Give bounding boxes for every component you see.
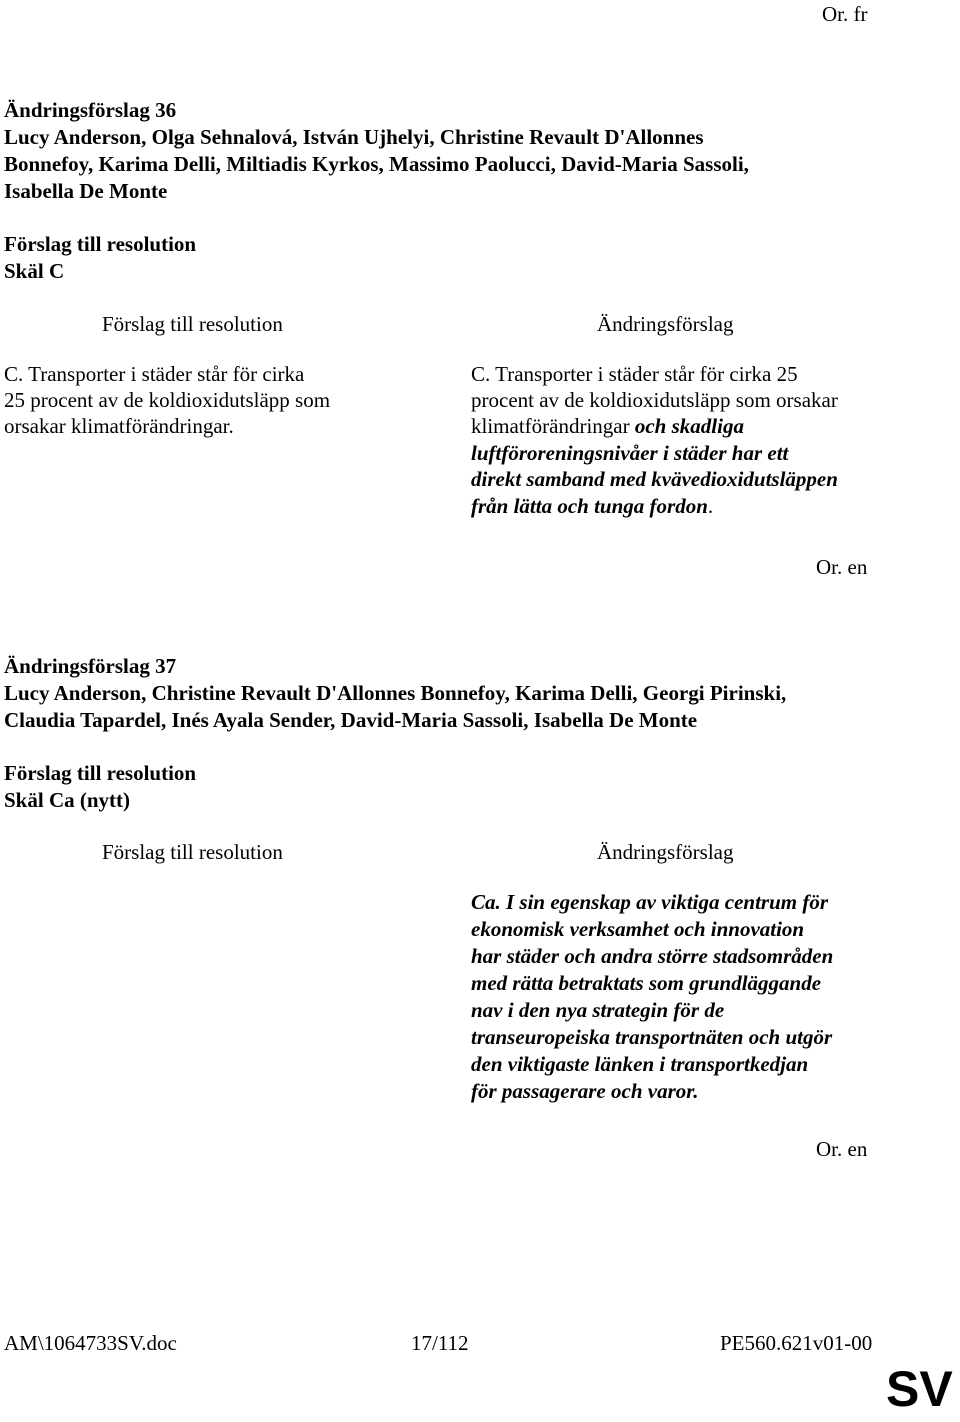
amendment-36-doc-type: Förslag till resolution: [4, 232, 197, 256]
amendment-36-right-text-line-6: [471, 493, 713, 520]
footer-document-reference: AM\1064733SV.doc: [4, 1331, 177, 1355]
amendment-36-authors-line-2: Bonnefoy, Karima Delli, Miltiadis Kyrkos, Massimo Paolucci, David-Maria Sassoli,: [4, 152, 749, 176]
amendment-37-authors-line-2: Claudia Tapardel, Inés Ayala Sender, David-Maria Sassoli, Isabella De Monte: [4, 708, 698, 732]
amendment-37-left-column-heading: Förslag till resolution: [102, 840, 283, 864]
amendment-37-right-text: Ca. I sin egenskap av viktiga centrum för ekonomisk verksamhet och innovation har städer och andra större stadsområden med rätta betraktats som grundläggande nav i den nya strategin för de transeuropeiska transportnäten och utgör den viktigaste länken i transportkedjan för passagerare och varor.: [471, 890, 834, 1103]
footer-language-code: SV: [886, 1361, 953, 1417]
original-language-fr: Or. fr: [822, 2, 868, 26]
amendment-36-original-language: Or. en: [816, 555, 868, 579]
amendment-36-right-text-line-4: luftföroreningsnivåer i städer har ett: [471, 441, 789, 465]
amendment-36-left-text-line-1: C. Transporter i städer står för cirka: [4, 362, 305, 386]
amendment-36-left-column-heading: Förslag till resolution: [102, 312, 283, 336]
amendment-36-right-text-line-1: C. Transporter i städer står för cirka 25: [471, 362, 798, 386]
footer-pe-reference: PE560.621v01-00: [720, 1331, 873, 1355]
amendment-37-recital: Skäl Ca (nytt): [4, 788, 131, 812]
footer-page-number: 17/112: [411, 1331, 469, 1355]
right-text-line-3-plain: klimatförändringar: [471, 414, 635, 438]
amendment-36-recital: Skäl C: [4, 259, 65, 283]
amendment-37-authors-line-1: Lucy Anderson, Christine Revault D'Allonnes Bonnefoy, Karima Delli, Georgi Pirinski,: [4, 681, 787, 705]
amendment-37-right-column-heading: Ändringsförslag: [597, 840, 734, 864]
amendment-36-right-text-line-3: [471, 413, 744, 440]
amendment-37-title: Ändringsförslag 37: [4, 654, 177, 678]
amendment-36-title: Ändringsförslag 36: [4, 98, 177, 122]
amendment-36-right-text-line-5: direkt samband med kvävedioxidutsläppen: [471, 467, 838, 491]
amendment-36-right-column-heading: Ändringsförslag: [597, 312, 734, 336]
amendment-36-authors-line-3: Isabella De Monte: [4, 179, 168, 203]
right-text-line-6-end: .: [707, 494, 714, 518]
right-text-line-3-amended: och skadliga: [634, 414, 744, 438]
amendment-37-doc-type: Förslag till resolution: [4, 761, 197, 785]
amendment-37-original-language: Or. en: [816, 1137, 868, 1161]
amendment-36-left-text-line-3: orsakar klimatförändringar.: [4, 414, 234, 438]
amendment-36-authors-line-1: Lucy Anderson, Olga Sehnalová, István Ujhelyi, Christine Revault D'Allonnes: [4, 125, 704, 149]
amendment-36-right-text-line-2: procent av de koldioxidutsläpp som orsakar: [471, 388, 838, 412]
amendment-36-left-text-line-2: 25 procent av de koldioxidutsläpp som: [4, 388, 331, 412]
right-text-line-6-amended: från lätta och tunga fordon: [471, 494, 708, 518]
